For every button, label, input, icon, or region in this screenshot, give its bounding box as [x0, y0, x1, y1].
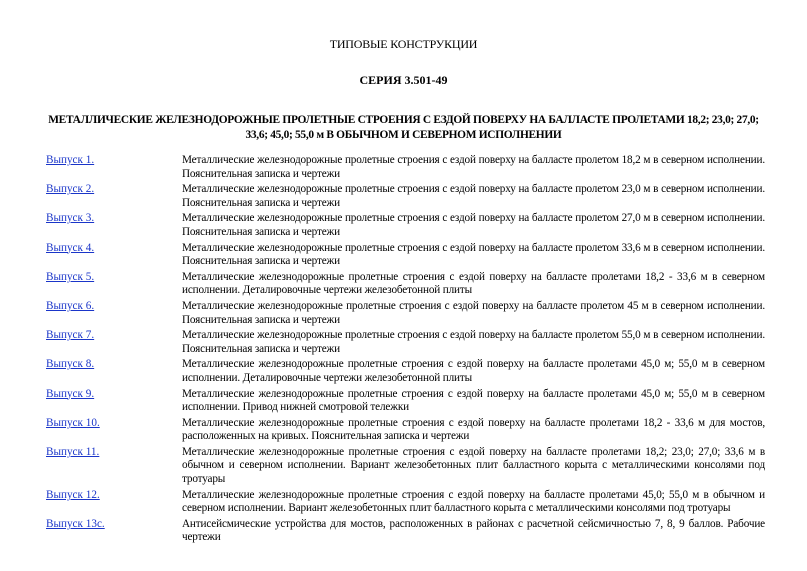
issue-row [46, 489, 765, 516]
issue-description: Металлические железнодорожные пролетные строения с ездой поверху на балласте пролетом 23,0 м в северном исполнении. Пояснительная записка и чертежи [182, 183, 765, 209]
issue-row [46, 417, 765, 444]
issue-link[interactable]: Выпуск 3. [46, 212, 95, 225]
issue-description: Металлические железнодорожные пролетные строения с ездой поверху на балласте пролетом 18,2 м в северном исполнении. Пояснительная записка и чертежи [182, 154, 765, 180]
issue-link[interactable]: Выпуск 12. [46, 488, 100, 501]
issue-row [46, 271, 765, 298]
issues-list [46, 154, 765, 547]
issue-description: Металлические железнодорожные пролетные строения с ездой поверху на балласте пролетами 45,0 м; 55,0 м в северном исполнении. Привод нижней смотровой тележки [182, 387, 765, 414]
issue-description: Металлические железнодорожные пролетные строения с ездой поверху на балласте пролетами 18,2 - 33,6 м в северном исполнении. Деталировочные чертежи железобетонной плиты [182, 270, 765, 297]
issue-row [46, 183, 765, 210]
issue-description: Антисейсмические устройства для мостов, расположенных в районах с расчетной сейсмичностью 7, 8, 9 баллов. Рабочие чертежи [182, 517, 765, 544]
issue-row [46, 446, 765, 487]
issue-row [46, 518, 765, 545]
issue-link[interactable]: Выпуск 7. [46, 329, 95, 342]
issue-description: Металлические железнодорожные пролетные строения с ездой поверху на балласте пролетом 27,0 м в северном исполнении. Пояснительная записка и чертежи [182, 212, 765, 238]
issue-description: Металлические железнодорожные пролетные строения с ездой поверху на балласте пролетами 45,0 м; 55,0 м в северном исполнении. Деталировочные чертежи железобетонной плиты [182, 358, 765, 384]
document-heading: МЕТАЛЛИЧЕСКИЕ ЖЕЛЕЗНОДОРОЖНЫЕ ПРОЛЕТНЫЕ СТРОЕНИЯ С ЕЗДОЙ ПОВЕРХУ НА БАЛЛАСТЕ ПРОЛЕТАМИ 18,2; 23,0; 27,0; 33,6; 45,0; 55,0 м В ОБЫЧНОМ И СЕВЕРНОМ ИСПОЛНЕНИИ [48, 114, 759, 141]
issue-link[interactable]: Выпуск 13с. [46, 517, 105, 530]
issue-link[interactable]: Выпуск 1. [46, 154, 95, 166]
issue-link[interactable]: Выпуск 2. [46, 183, 95, 196]
issue-description: Металлические железнодорожные пролетные строения с ездой поверху на балласте пролетом 33,6 м в северном исполнении. Пояснительная записка и чертежи [182, 241, 765, 268]
issue-row [46, 358, 765, 385]
issue-description: Металлические железнодорожные пролетные строения с ездой поверху на балласте пролетом 45 м в северном исполнении. Пояснительная записка и чертежи [182, 299, 765, 326]
issue-row [46, 388, 765, 415]
series-title: СЕРИЯ 3.501-49 [359, 73, 448, 87]
issue-link[interactable]: Выпуск 8. [46, 358, 95, 371]
issue-link[interactable]: Выпуск 5. [46, 270, 95, 283]
top-title: ТИПОВЫЕ КОНСТРУКЦИИ [329, 37, 478, 51]
issue-link[interactable]: Выпуск 6. [46, 299, 95, 312]
issue-link[interactable]: Выпуск 9. [46, 387, 95, 400]
issue-description: Металлические железнодорожные пролетные строения с ездой поверху на балласте пролетами 18,2 - 33,6 м для мостов, расположенных на кривых. Пояснительная записка и чертежи [182, 416, 765, 443]
issue-description: Металлические железнодорожные пролетные строения с ездой поверху на балласте пролетом 55,0 м в северном исполнении. Пояснительная записка и чертежи [182, 329, 765, 355]
issue-row [46, 300, 765, 327]
issue-description: Металлические железнодорожные пролетные строения с ездой поверху на балласте пролетами 18,2; 23,0; 27,0; 33,6 м в обычном и северном исполнении. Вариант железобетонных плит балластного корыта с металлическими консолями под тротуары [182, 445, 765, 486]
issue-row [46, 212, 765, 239]
issue-link[interactable]: Выпуск 4. [46, 241, 95, 254]
issue-row [46, 242, 765, 269]
issue-row [46, 329, 765, 356]
issue-row [46, 154, 765, 181]
issue-link[interactable]: Выпуск 10. [46, 416, 100, 429]
issue-link[interactable]: Выпуск 11. [46, 445, 100, 458]
issue-description: Металлические железнодорожные пролетные строения с ездой поверху на балласте пролетами 45,0; 55,0 м в обычном и северном исполнении. Вариант железобетонных плит балластного корыта с металлическими консолями под тротуары [182, 488, 765, 515]
